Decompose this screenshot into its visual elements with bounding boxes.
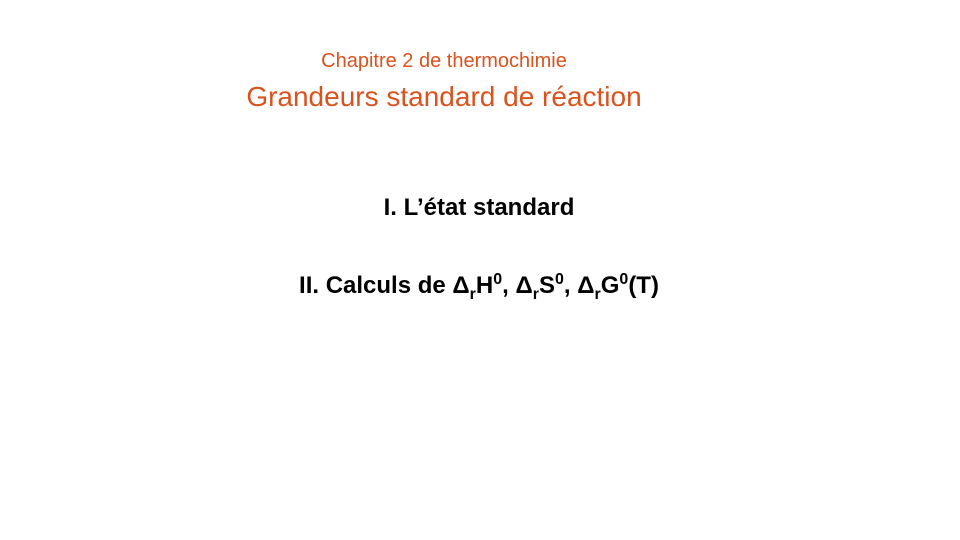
subscript-r: r [469,286,476,303]
slide-title: Grandeurs standard de réaction [246,81,642,112]
enthalpy-symbol: H [475,272,494,299]
subscript-r: r [594,286,601,303]
superscript-0: 0 [493,271,503,288]
gibbs-symbol: G [600,272,620,299]
superscript-0: 0 [555,271,564,288]
outline-item-1: I. L’état standard [383,194,575,221]
temperature-suffix: (T) [628,272,659,299]
entropy-symbol: S [538,272,555,299]
outline-item-2 [0,270,958,302]
delta-symbol: Δ [515,272,533,299]
outline-item-2-prefix: II. Calculs de [299,272,453,299]
delta-symbol: Δ [452,272,470,299]
superscript-0: 0 [619,271,629,288]
chapter-subtitle: Chapitre 2 de thermochimie [321,50,567,72]
delta-symbol: Δ [577,272,595,299]
separator: , [563,272,578,299]
subscript-r: r [532,286,539,303]
separator: , [502,272,516,299]
